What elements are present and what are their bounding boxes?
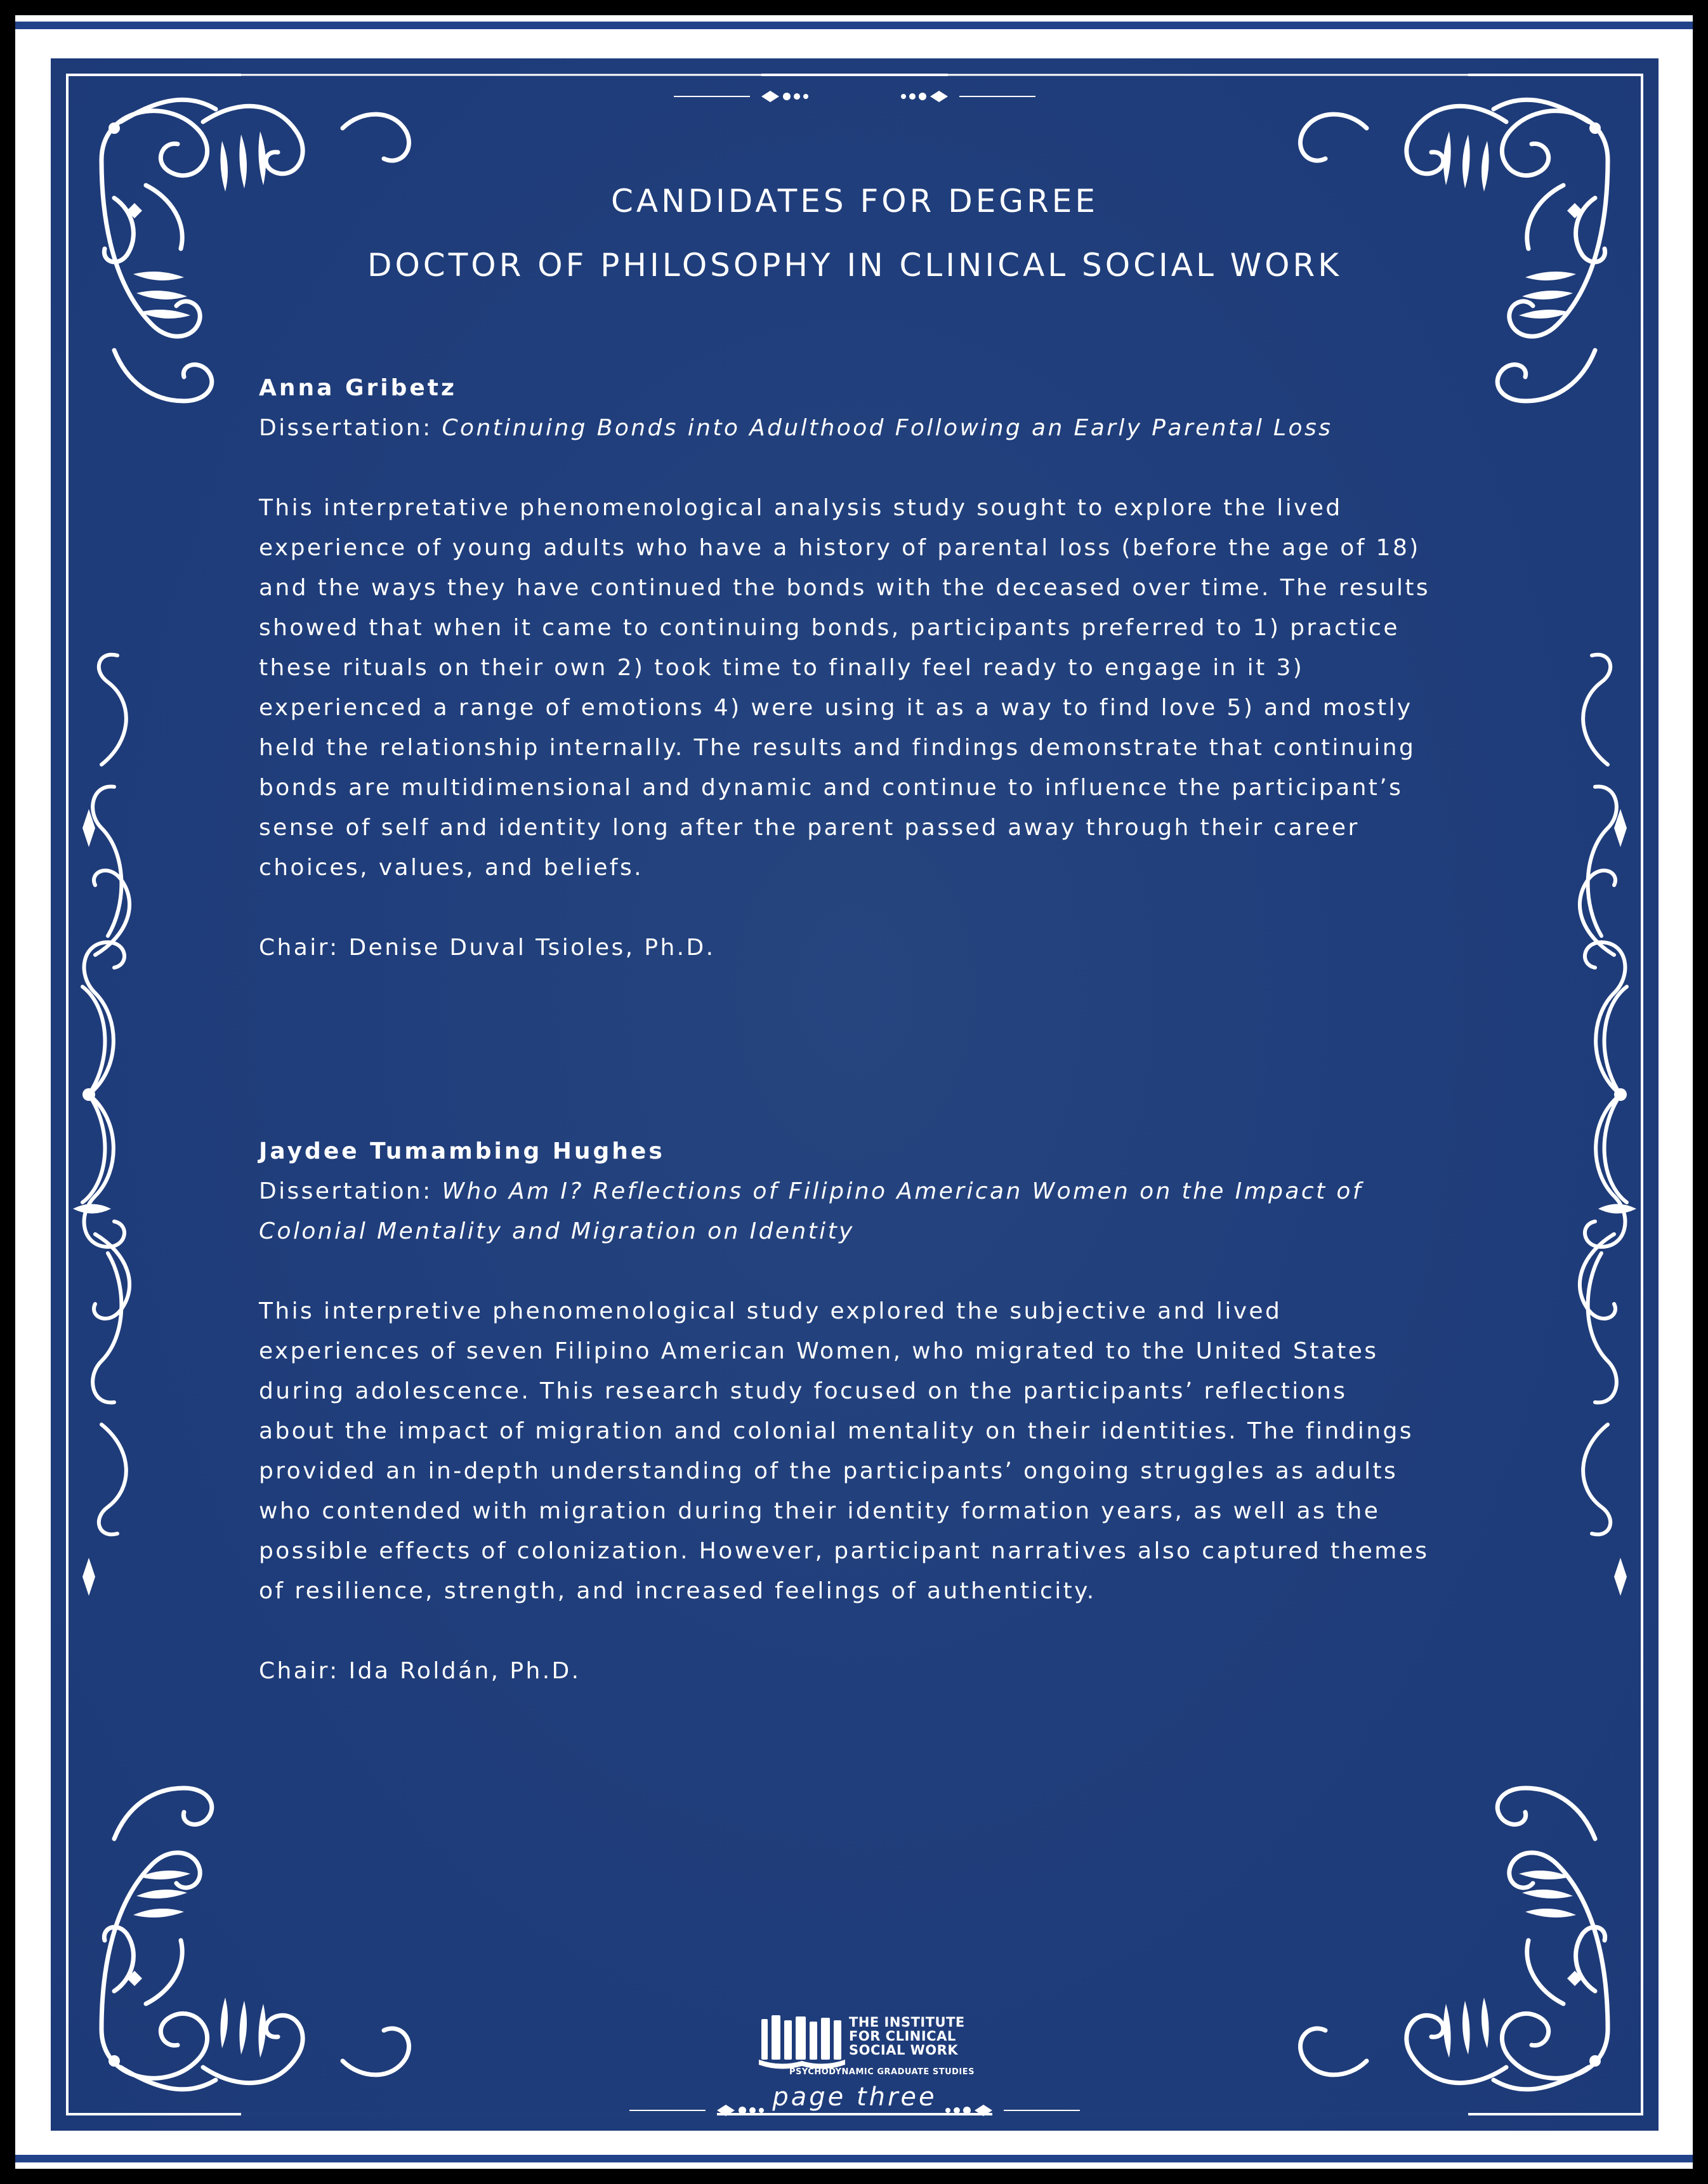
abstract-line: possible effects of colonization. However, participant narratives also captured themes [259, 1538, 1429, 1564]
top-edge-band [15, 22, 1693, 29]
abstract-line: during adolescence. This research study focused on the participants’ reflections [259, 1378, 1348, 1404]
heading-line-2: DOCTOR OF PHILOSOPHY IN CLINICAL SOCIAL WORK [367, 247, 1343, 284]
abstract-line: bonds are multidimensional and dynamic and continue to influence the participant’s [259, 775, 1403, 801]
abstract-line: provided an in-depth understanding of the participants’ ongoing struggles as adults [259, 1458, 1398, 1484]
abstract-line: these rituals on their own 2) took time to finally feel ready to engage in it 3) [259, 655, 1304, 681]
abstract-line: sense of self and identity long after the parent passed away through their career [259, 815, 1360, 841]
logo-line-1: THE INSTITUTE [849, 2015, 965, 2030]
abstract-line: of resilience, strength, and increased feelings of authenticity. [259, 1578, 1096, 1604]
dissertation-label: Dissertation: [259, 415, 442, 441]
abstract-line: experiences of seven Filipino American Women, who migrated to the United States [259, 1338, 1379, 1364]
dissertation-label: Dissertation: [259, 1178, 442, 1204]
dissertation-title: Continuing Bonds into Adulthood Following an Early Parental Loss [442, 415, 1333, 441]
candidate-entry [259, 1131, 1502, 1691]
dissertation-line [259, 408, 1502, 448]
abstract-line: This interpretative phenomenological analysis study sought to explore the lived [259, 495, 1343, 521]
logo-wordmark [849, 2015, 965, 2057]
bottom-edge-band [15, 2155, 1693, 2162]
page-number: page three [772, 2082, 937, 2112]
candidate-name: Anna Gribetz [259, 375, 457, 401]
abstract-line: held the relationship internally. The results and findings demonstrate that continuing [259, 735, 1416, 761]
candidate-name: Jaydee Tumambing Hughes [259, 1138, 665, 1164]
chair-line: Chair: Denise Duval Tsioles, Ph.D. [259, 935, 716, 961]
logo-line-2: FOR CLINICAL [849, 2029, 956, 2044]
dissertation-title: Who Am I? Reflections of Filipino American Women on the Impact of [442, 1178, 1363, 1204]
blue-panel [51, 58, 1659, 2131]
dissertation-title-continued: Colonial Mentality and Migration on Identity [259, 1218, 855, 1244]
heading-line-1: CANDIDATES FOR DEGREE [611, 183, 1098, 220]
candidate-entry [259, 368, 1502, 968]
page-sheet [15, 15, 1693, 2169]
abstract-line: choices, values, and beliefs. [259, 855, 643, 881]
logo-subtitle: PSYCHODYNAMIC GRADUATE STUDIES [789, 2067, 975, 2077]
abstract-line: and the ways they have continued the bonds with the deceased over time. The results [259, 575, 1431, 601]
abstract-line: experience of young adults who have a history of parental loss (before the age of 18) [259, 535, 1421, 561]
abstract-line: about the impact of migration and colonial mentality on their identities. The findings [259, 1418, 1414, 1444]
abstract-line: This interpretive phenomenological study explored the subjective and lived [259, 1298, 1282, 1324]
institute-logo [759, 2014, 975, 2082]
chair-line: Chair: Ida Roldán, Ph.D. [259, 1658, 581, 1684]
abstract-line: showed that when it came to continuing bonds, participants preferred to 1) practice [259, 615, 1400, 641]
abstract-line: who contended with migration during their identity formation years, as well as the [259, 1498, 1381, 1524]
logo-line-3: SOCIAL WORK [849, 2043, 959, 2058]
dissertation-line [259, 1171, 1502, 1211]
abstract-line: experienced a range of emotions 4) were using it as a way to find love 5) and mostly [259, 695, 1413, 721]
